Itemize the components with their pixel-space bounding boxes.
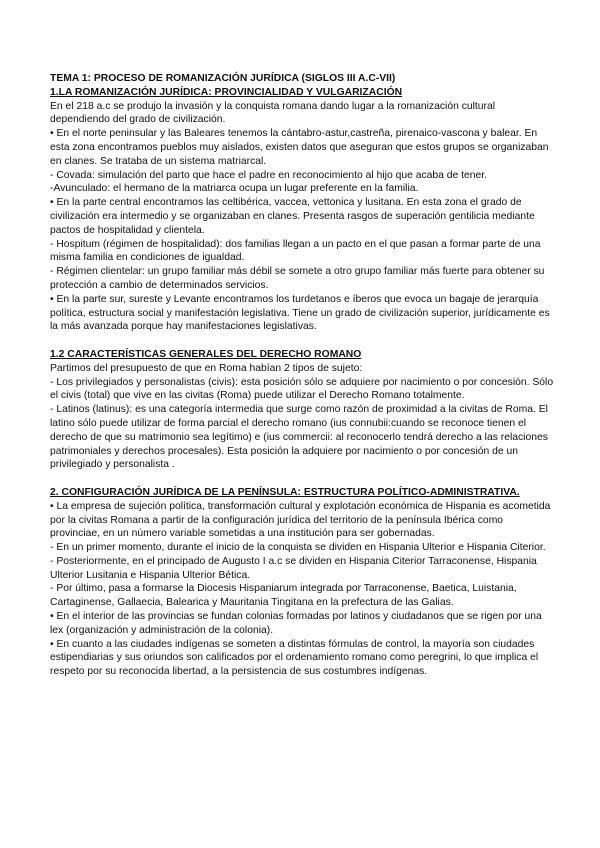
section-romanizacion-juridica [50, 86, 554, 334]
paragraph: • En la parte sur, sureste y Levante encontramos los turdetanos e íberos que evoca un bagaje de jerarquía política, estructura social y manifestación legislativa. Tiene un grado de civilización superior, jurídicamente es la más avanzada porque hay manifestaciones legislativas. [50, 293, 550, 333]
paragraph: • En el interior de las provincias se fundan colonias formadas por latinos y ciudadanos que se rigen por una lex (organización y administración de la colonia). [50, 611, 542, 636]
section-heading: 2. CONFIGURACIÓN JURÍDICA DE LA PENÍNSULA: ESTRUCTURA POLÍTICO-ADMINISTRATIVA. [50, 486, 520, 498]
section-heading: 1.LA ROMANIZACIÓN JURÍDICA: PROVINCIALIDAD Y VULGARIZACIÓN [50, 86, 403, 98]
paragraph: - En un primer momento, durante el inicio de la conquista se dividen en Hispania Ulterior e Hispania Citerior. [50, 542, 546, 554]
paragraph: - Por último, pasa a formarse la Diocesis Hispaniarum integrada por Tarraconense, Baetica, Luistania, Cartaginense, Gallaecia, Balearica y Mauritania Tingitana en la prefectura de las Galias. [50, 583, 517, 609]
section-derecho-romano [50, 348, 554, 472]
paragraph: En el 218 a.c se produjo la invasión y la conquista romana dando lugar a la romanización cultural dependiendo del grado de civilización. [50, 100, 496, 126]
paragraph: • La empresa de sujeción política, transformación cultural y explotación económica de Hispania es acometida por la civitas Romana a partir de la configuración jurídica del territorio de la península Ibérica como provinciae, en un número variable sometidas a una institución para ser gobernadas. [50, 500, 551, 540]
document-page [50, 72, 554, 679]
paragraph: - Los privilegiados y personalistas (civis): esta posición sólo se adquiere por nacimiento o por concesión. Sólo el civis (total) que vive en las civitas (Roma) puede utilizar el Derecho Romano totalmente. [50, 376, 554, 402]
paragraph: - Covada: simulación del parto que hace el padre en reconocimiento al hijo que acaba de tener. [50, 169, 488, 181]
document-title: TEMA 1: PROCESO DE ROMANIZACIÓN JURÍDICA (SIGLOS III A.C-VII) [50, 73, 396, 84]
section-heading: 1.2 CARACTERÍSTICAS GENERALES DEL DERECHO ROMANO [50, 348, 362, 360]
paragraph: • En cuanto a las ciudades indígenas se someten a distintas fórmulas de control, la mayoría son ciudades estipendiarias y sus oriundos son calificados por el ordenamiento romano como peregrini, lo que implica el respeto por su reconocida libertad, a la persistencia de sus costumbres indígenas. [50, 638, 539, 678]
paragraph: - Régimen clientelar: un grupo familiar más débil se somete a otro grupo familiar más fuerte para obtener su protección a cambio de determinados servicios. [50, 266, 545, 291]
spacer [50, 334, 554, 348]
paragraph: -Avunculado: el hermano de la matriarca ocupa un lugar preferente en la familia. [50, 183, 419, 195]
spacer [50, 472, 554, 486]
paragraph: - Hospitum (régimen de hospitalidad): dos familias llegan a un pacto en el que pasan a formar parte de una misma familia en condiciones de igualdad. [50, 238, 541, 264]
paragraph: Partimos del presupuesto de que en Roma habían 2 tipos de sujeto: [50, 362, 363, 374]
paragraph: • En la parte central encontramos las celtibérica, vaccea, vettonica y lusitana. En esta zona el grado de civilización era intermedio y se organizaban en clanes. Presenta rasgos de superación gentilicia mediante pactos de hospitalidad y clientela. [50, 197, 535, 236]
paragraph: - Posteriormente, en el principado de Augusto I a.c se dividen en Hispania Citerior Tarraconense, Hispania Ulterior Lusitania e Hispania Ulterior Bética. [50, 555, 537, 581]
paragraph: • En el norte peninsular y las Baleares tenemos la cántabro-astur,castreña, pirenaico-vascona y balear. En esta zona encontramos pueblos muy aislados, existen datos que aseguran que estos grupos se organizaban en clanes. Se trataba de un sistema matriarcal. [50, 128, 549, 167]
paragraph: - Latinos (latinus): es una categoría intermedia que surge como razón de proximidad a la civitas de Roma. El latino sólo puede utilizar de forma parcial el derecho romano (ius connubii:cuando se reconoce tienen el derecho de que su matrimonio sea legítimo) e (ius commercii: al reconocerlo tendrá derecho a las relaciones patrimoniales y derechos procesales). Esta posición la adquiere por nacimiento o por concesión de un privilegiado y personalista . [50, 404, 548, 471]
section-configuracion-juridica [50, 486, 554, 679]
